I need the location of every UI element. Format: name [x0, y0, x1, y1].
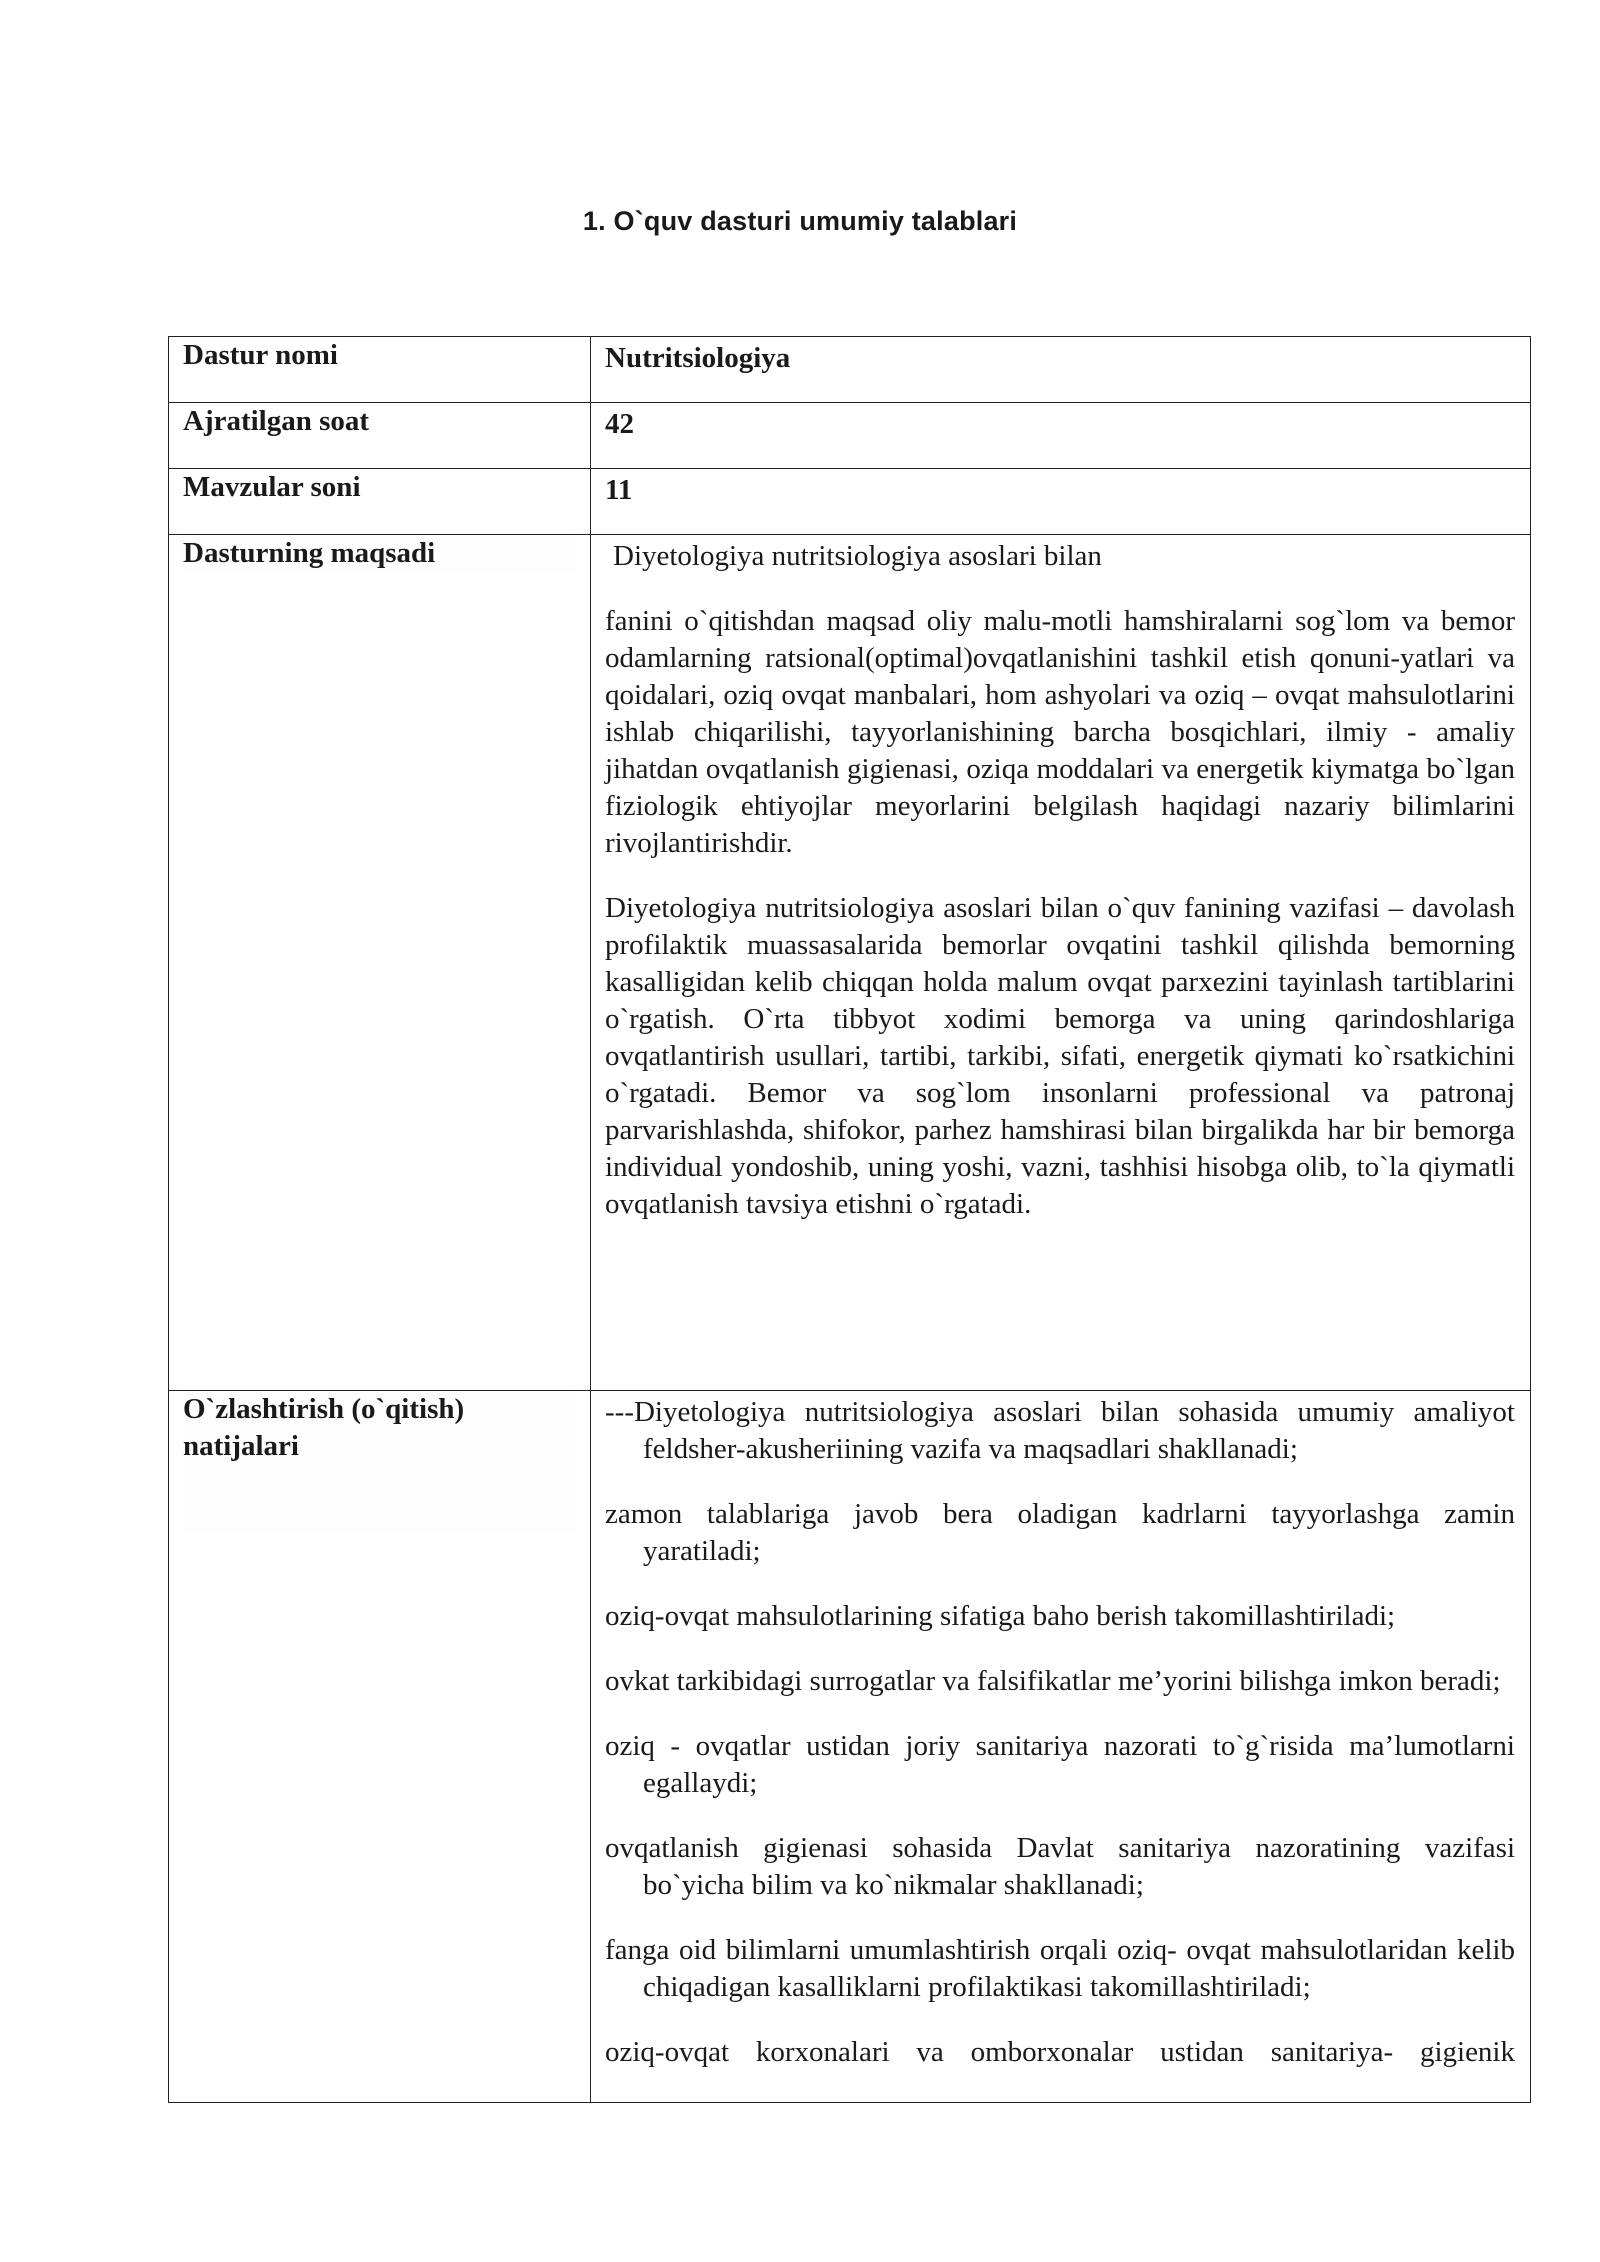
program-goal-content	[591, 535, 1531, 1391]
outcome-item: oziq-ovqat korxonalari va omborxonalar ustidan sanitariya- gigienik	[605, 2036, 1515, 2068]
outcome-item: ovqatlanish gigienasi sohasida Davlat sanitariya nazoratining vazifasi bo`yicha bilim va ko`nikmalar shakllanadi;	[605, 1832, 1515, 1901]
outcome-item: oziq - ovqatlar ustidan joriy sanitariya nazorati to`g`risida ma’lumotlarni egallaydi;	[605, 1730, 1515, 1799]
goal-paragraph: Diyetologiya nutritsiologiya asoslari bilan	[613, 540, 1102, 572]
learning-outcomes-label-text: O`zlashtirish (o`qitish) natijalari	[183, 1391, 575, 1531]
allocated-hours-value: 42	[591, 403, 1531, 469]
goal-paragraph: Diyetologiya nutritsiologiya asoslari bilan o`quv fanining vazifasi – davolash profilaktik muassasalarida bemorlar ovqatini tashkil qilishda bemorning kasalligidan kelib chiqqan holda malum ovqat parxezini tayinlash tartiblarini o`rgatish. O`rta tibbyot xodimi bemorga va uning qarindoshlariga ovqatlantirish usullari, tartibi, tarkibi, sifati, energetik qiymati ko`rsatkichini o`rgatadi. Bemor va sog`lom insonlarni professional va patronaj parvarishlashda, shifokor, parhez hamshirasi bilan birgalikda har bir bemorga individual yondoshib, uning yoshi, vazni, tashhisi hisobga olib, to`la qiymatli ovqatlanish tavsiya etishni o`rgatadi.	[605, 892, 1515, 1220]
topics-count-label: Mavzular soni	[169, 469, 591, 535]
learning-outcomes-content	[591, 1391, 1531, 2103]
table-row	[169, 403, 1531, 469]
outcome-item: ---Diyetologiya nutritsiologiya asoslari bilan sohasida umumiy amaliyot feldsher-akusheriining vazifa va maqsadlari shakllanadi;	[605, 1396, 1515, 1465]
program-goal-label	[169, 535, 591, 1391]
program-goal-label-text: Dasturning maqsadi	[183, 535, 575, 572]
outcome-item: oziq-ovqat mahsulotlarining sifatiga baho berish takomillashtiriladi;	[605, 1600, 1396, 1632]
outcome-item: zamon talablariga javob bera oladigan kadrlarni tayyorlashga zamin yaratiladi;	[605, 1498, 1515, 1567]
table-row	[169, 535, 1531, 1391]
table-row	[169, 469, 1531, 535]
table-row	[169, 337, 1531, 403]
program-requirements-table	[168, 336, 1531, 2103]
program-name-value: Nutritsiologiya	[591, 337, 1531, 403]
allocated-hours-label: Ajratilgan soat	[169, 403, 591, 469]
topics-count-value: 11	[591, 469, 1531, 535]
outcome-item: ovkat tarkibidagi surrogatlar va falsifikatlar me’yorini bilishga imkon beradi;	[605, 1665, 1501, 1697]
program-name-label: Dastur nomi	[169, 337, 591, 403]
document-heading: 1. O`quv dasturi umumiy talablari	[582, 206, 1018, 236]
outcome-item: fanga oid bilimlarni umumlashtirish orqali oziq- ovqat mahsulotlaridan kelib chiqadigan kasalliklarni profilaktikasi takomillashtiriladi;	[605, 1934, 1515, 2003]
goal-paragraph: fanini o`qitishdan maqsad oliy malu-motli hamshiralarni sog`lom va bemor odamlarning ratsional(optimal)ovqatlanishini tashkil etish qonuni-yatlari va qoidalari, oziq ovqat manbalari, hom ashyolari va oziq – ovqat mahsulotlarini ishlab chiqarilishi, tayyorlanishining barcha bosqichlari, ilmiy - amaliy jihatdan ovqatlanish gigienasi, oziqa moddalari va energetik kiymatga bo`lgan fiziologik ehtiyojlar meyorlarini belgilash haqidagi nazariy bilimlarini rivojlantirishdir.	[605, 605, 1515, 859]
table-row	[169, 1391, 1531, 2103]
learning-outcomes-label	[169, 1391, 591, 2103]
